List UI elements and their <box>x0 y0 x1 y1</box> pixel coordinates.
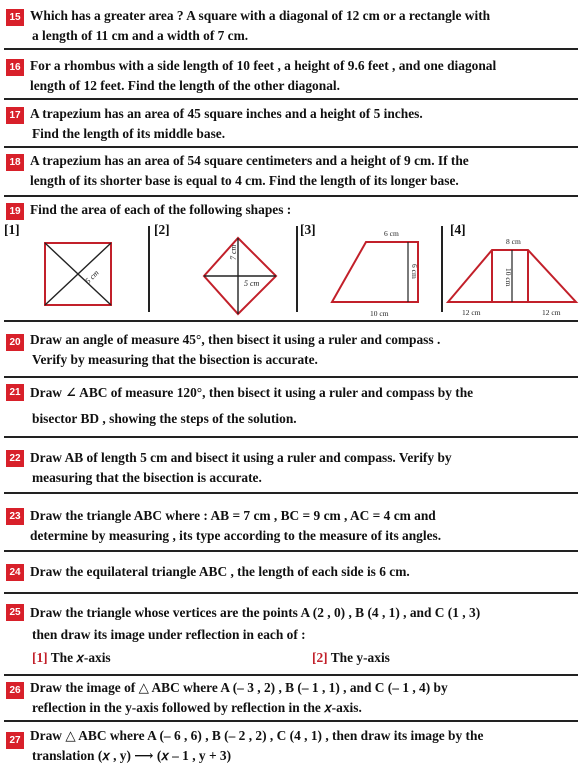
figure-rhombus <box>200 234 280 316</box>
figure-isosceles-right-label: 12 cm <box>542 308 561 317</box>
figure-label-3: [3] <box>300 222 316 237</box>
figure-divider <box>441 226 443 312</box>
question-text-line: A trapezium has an area of 54 square centimeters and a height of 9 cm. If the <box>30 153 469 168</box>
question-26 <box>4 676 578 722</box>
question-number-badge: 17 <box>6 107 24 124</box>
question-number-badge: 19 <box>6 203 24 220</box>
question-text-line: Draw an angle of measure 45°, then bisect it using a ruler and compass . <box>30 332 441 347</box>
question-text-line: Find the area of each of the following shapes : <box>30 202 292 217</box>
figure-trapezium-top-label: 6 cm <box>384 229 399 238</box>
question-17 <box>4 104 578 148</box>
question-number-badge: 22 <box>6 450 24 467</box>
figure-rhombus-horizontal-label: 5 cm <box>244 279 260 288</box>
figure-isosceles-trapezium <box>446 236 580 318</box>
question-text-line: determine by measuring , its type according to the measure of its angles. <box>30 528 442 543</box>
question-20 <box>4 326 578 378</box>
q25-part-2: [2] The y-axis <box>312 650 390 665</box>
question-text-line: length of its shorter base is equal to 4 cm. Find the length of its longer base. <box>30 173 459 188</box>
question-number-badge: 15 <box>6 9 24 26</box>
question-number-badge: 21 <box>6 384 24 401</box>
question-number-badge: 16 <box>6 59 24 76</box>
question-text-line: bisector BD , showing the steps of the solution. <box>32 411 297 426</box>
q25-part-1: [1] The 𝑥-axis <box>32 650 111 665</box>
question-text-line: Draw the triangle whose vertices are the points A (2 , 0) , B (4 , 1) , and C (1 , 3) <box>30 605 481 620</box>
figure-label-2: [2] <box>154 222 170 237</box>
question-number-badge: 18 <box>6 154 24 171</box>
question-22 <box>4 442 578 494</box>
figure-isosceles-height-label: 10 cm <box>504 268 513 287</box>
figure-trapezium-bottom-label: 10 cm <box>370 309 389 318</box>
figure-square <box>42 240 116 308</box>
figure-divider <box>296 226 298 312</box>
question-number-badge: 25 <box>6 604 24 621</box>
question-text-line: Draw the equilateral triangle ABC , the length of each side is 6 cm. <box>30 564 410 579</box>
question-19 <box>4 200 578 322</box>
question-27 <box>4 724 578 770</box>
question-number-badge: 27 <box>6 732 24 749</box>
question-text-line: then draw its image under reflection in each of : <box>32 627 306 642</box>
question-text-line: measuring that the bisection is accurate. <box>32 470 262 485</box>
figure-square-side-label: 5 cm <box>83 268 101 286</box>
question-21 <box>4 378 578 438</box>
figure-label-4: [4] <box>450 222 466 237</box>
question-18 <box>4 151 578 197</box>
question-text-line: reflection in the y-axis followed by reflection in the 𝑥-axis. <box>32 700 362 715</box>
question-23 <box>4 500 578 552</box>
question-15 <box>4 6 578 50</box>
question-text-line: Find the length of its middle base. <box>32 126 226 141</box>
question-25 <box>4 598 578 676</box>
figure-rhombus-vertical-label: 7 cm <box>229 244 238 260</box>
question-text-line: length of 12 feet. Find the length of the other diagonal. <box>30 78 340 93</box>
figure-trapezium <box>326 228 430 320</box>
question-text-line: a length of 11 cm and a width of 7 cm. <box>32 28 249 43</box>
question-text-line: For a rhombus with a side length of 10 feet , a height of 9.6 feet , and one diagonal <box>30 58 497 73</box>
figure-isosceles-top-label: 8 cm <box>506 237 521 246</box>
question-number-badge: 20 <box>6 334 24 351</box>
figure-label-1: [1] <box>4 222 20 237</box>
question-text-line: translation (𝑥 , y) ⟶ (𝑥 – 1 , y + 3) <box>32 748 232 763</box>
question-24 <box>4 556 578 594</box>
figure-divider <box>148 226 150 312</box>
question-text-line: Verify by measuring that the bisection is accurate. <box>32 352 318 367</box>
figure-isosceles-left-label: 12 cm <box>462 308 481 317</box>
question-number-badge: 24 <box>6 564 24 581</box>
question-16 <box>4 56 578 100</box>
question-number-badge: 26 <box>6 682 24 699</box>
question-text-line: Which has a greater area ? A square with a diagonal of 12 cm or a rectangle with <box>30 8 491 23</box>
question-text-line: Draw the image of △ ABC where A (– 3 , 2) , B (– 1 , 1) , and C (– 1 , 4) by <box>30 680 448 695</box>
question-number-badge: 23 <box>6 508 24 525</box>
question-text-line: Draw the triangle ABC where : AB = 7 cm , BC = 9 cm , AC = 4 cm and <box>30 508 436 523</box>
figure-trapezium-height-label: 6 cm <box>410 264 419 279</box>
question-text-line: Draw AB of length 5 cm and bisect it using a ruler and compass. Verify by <box>30 450 452 465</box>
question-text-line: Draw ∠ ABC of measure 120°, then bisect it using a ruler and compass by the <box>30 385 474 400</box>
question-text-line: Draw △ ABC where A (– 6 , 6) , B (– 2 , 2) , C (4 , 1) , then draw its image by the <box>30 728 484 743</box>
question-text-line: A trapezium has an area of 45 square inches and a height of 5 inches. <box>30 106 423 121</box>
